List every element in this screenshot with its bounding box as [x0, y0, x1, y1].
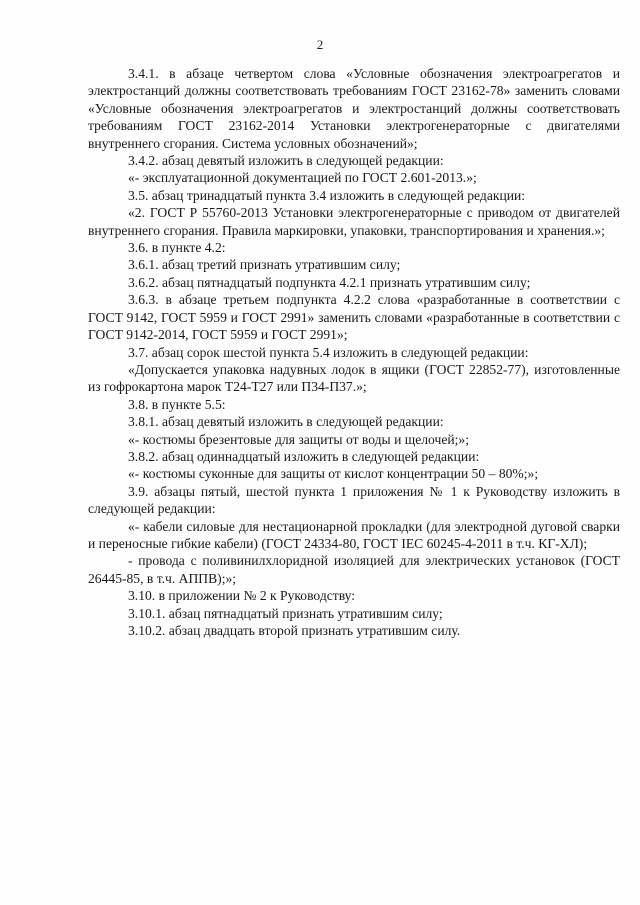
- paragraph-3-6-2: 3.6.2. абзац пятнадцатый подпункта 4.2.1 признать утратившим силу;: [128, 274, 531, 290]
- paragraph-3-4-2: 3.4.2. абзац девятый изложить в следующей редакции:: [128, 153, 444, 169]
- paragraph-3-9: 3.9. абзацы пятый, шестой пункта 1 приложения № 1 к Руководству изложить в следующей редакции:: [88, 483, 620, 517]
- paragraph-3-5: 3.5. абзац тринадцатый пункта 3.4 изложить в следующей редакции:: [128, 187, 526, 203]
- paragraph-3-4-1: 3.4.1. в абзаце четвертом слова «Условные обозначения электроагрегатов и электростанций должны соответствовать требованиям ГОСТ 23162-78» заменить словами «Условные обозначения электроагрегатов и электростанций должны соответствовать требованиям ГОСТ 23162-2014 Установки электрогенераторные с двигателями внутреннего сгорания. Система условных обозначений»;: [88, 66, 620, 151]
- quote-paragraph: «- костюмы брезентовые для защиты от воды и щелочей;»;: [128, 431, 469, 447]
- paragraph-3-10-2: 3.10.2. абзац двадцать второй признать утратившим силу.: [128, 623, 461, 638]
- paragraph-3-8-2: 3.8.2. абзац одиннадцатый изложить в следующей редакции:: [128, 448, 480, 464]
- quote-paragraph: «Допускается упаковка надувных лодок в ящики (ГОСТ 22852-77), изготовленные из гофрокартона марок Т24-Т27 или П34-П37.»;: [88, 361, 620, 395]
- paragraph-3-7: 3.7. абзац сорок шестой пункта 5.4 изложить в следующей редакции:: [128, 344, 529, 360]
- page-number: 2: [316, 37, 324, 52]
- paragraph-3-10-1: 3.10.1. абзац пятнадцатый признать утратившим силу;: [128, 605, 443, 621]
- paragraph-3-10: 3.10. в приложении № 2 к Руководству:: [128, 588, 356, 604]
- paragraph-3-6: 3.6. в пункте 4.2:: [128, 240, 226, 256]
- quote-paragraph: «- эксплуатационной документацией по ГОСТ 2.601-2013.»;: [128, 170, 477, 186]
- quote-paragraph: «- костюмы суконные для защиты от кислот концентрации 50 – 80%;»;: [128, 466, 539, 482]
- quote-paragraph: «- кабели силовые для нестационарной прокладки (для электродной дуговой сварки и переносные гибкие кабели) (ГОСТ 24334-80, ГОСТ IEC 60245-4-2011 в т.ч. КГ-ХЛ);: [88, 518, 620, 551]
- paragraph-3-6-3: 3.6.3. в абзаце третьем подпункта 4.2.2 слова «разработанные в соответствии с ГОСТ 9142, ГОСТ 5959 и ГОСТ 2991» заменить словами «разработанные в соответствии с ГОСТ 9142-2014, ГОСТ 5959 и ГОСТ 2991»;: [88, 292, 620, 343]
- paragraph-3-8: 3.8. в пункте 5.5:: [128, 396, 226, 412]
- paragraph-3-6-1: 3.6.1. абзац третий признать утратившим силу;: [128, 257, 401, 273]
- quote-paragraph: - провода с поливинилхлоридной изоляцией для электрических установок (ГОСТ 26445-85, в т.ч. АППВ);»;: [88, 553, 620, 586]
- quote-paragraph: «2. ГОСТ Р 55760-2013 Установки электрогенераторные с приводом от двигателей внутреннего сгорания. Правила маркировки, упаковки, транспортирования и хранения.»;: [88, 205, 620, 238]
- paragraph-3-8-1: 3.8.1. абзац девятый изложить в следующей редакции:: [128, 414, 444, 430]
- document-body: [88, 65, 620, 639]
